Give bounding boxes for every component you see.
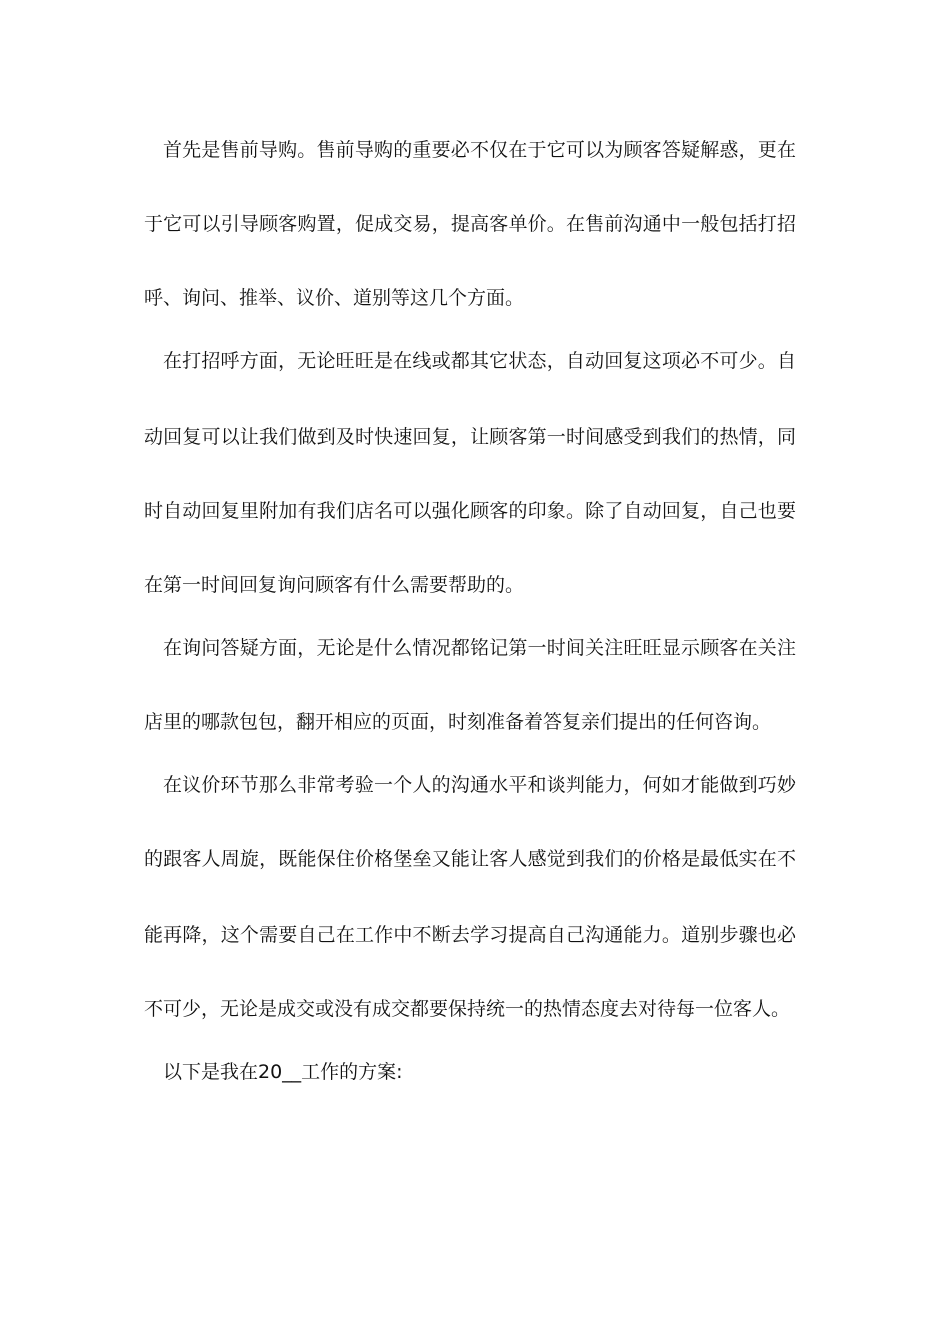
paragraph-4-line-3: 能再降，这个需要自己在工作中不断去学习提高自己沟通能力。道别步骤也必 [144, 924, 796, 946]
paragraph-2-line-2: 动回复可以让我们做到及时快速回复，让顾客第一时间感受到我们的热情，同 [144, 426, 796, 448]
paragraph-4-line-1: 在议价环节那么非常考验一个人的沟通水平和谈判能力，何如才能做到巧妙 [163, 774, 796, 796]
paragraph-4-line-2: 的跟客人周旋，既能保住价格堡垒又能让客人感觉到我们的价格是最低实在不 [144, 848, 796, 870]
paragraph-5-line-1: 以下是我在20__工作的方案: [163, 1061, 403, 1083]
paragraph-2-line-4: 在第一时间回复询问顾客有什么需要帮助的。 [144, 574, 525, 596]
paragraph-3-line-2: 店里的哪款包包，翻开相应的页面，时刻准备着答复亲们提出的任何咨询。 [144, 711, 772, 733]
paragraph-3-line-1: 在询问答疑方面，无论是什么情况都铭记第一时间关注旺旺显示顾客在关注 [163, 637, 796, 659]
paragraph-1-line-2: 于它可以引导顾客购置，促成交易，提高客单价。在售前沟通中一般包括打招 [144, 213, 796, 235]
paragraph-4-line-4: 不可少，无论是成交或没有成交都要保持统一的热情态度去对待每一位客人。 [144, 998, 791, 1020]
paragraph-2-line-1: 在打招呼方面，无论旺旺是在线或都其它状态，自动回复这项必不可少。自 [163, 350, 796, 372]
paragraph-1-line-1: 首先是售前导购。售前导购的重要必不仅在于它可以为顾客答疑解惑，更在 [163, 139, 796, 161]
paragraph-2-line-3: 时自动回复里附加有我们店名可以强化顾客的印象。除了自动回复，自己也要 [144, 500, 796, 522]
paragraph-1-line-3: 呼、询问、推举、议价、道别等这几个方面。 [144, 287, 525, 309]
